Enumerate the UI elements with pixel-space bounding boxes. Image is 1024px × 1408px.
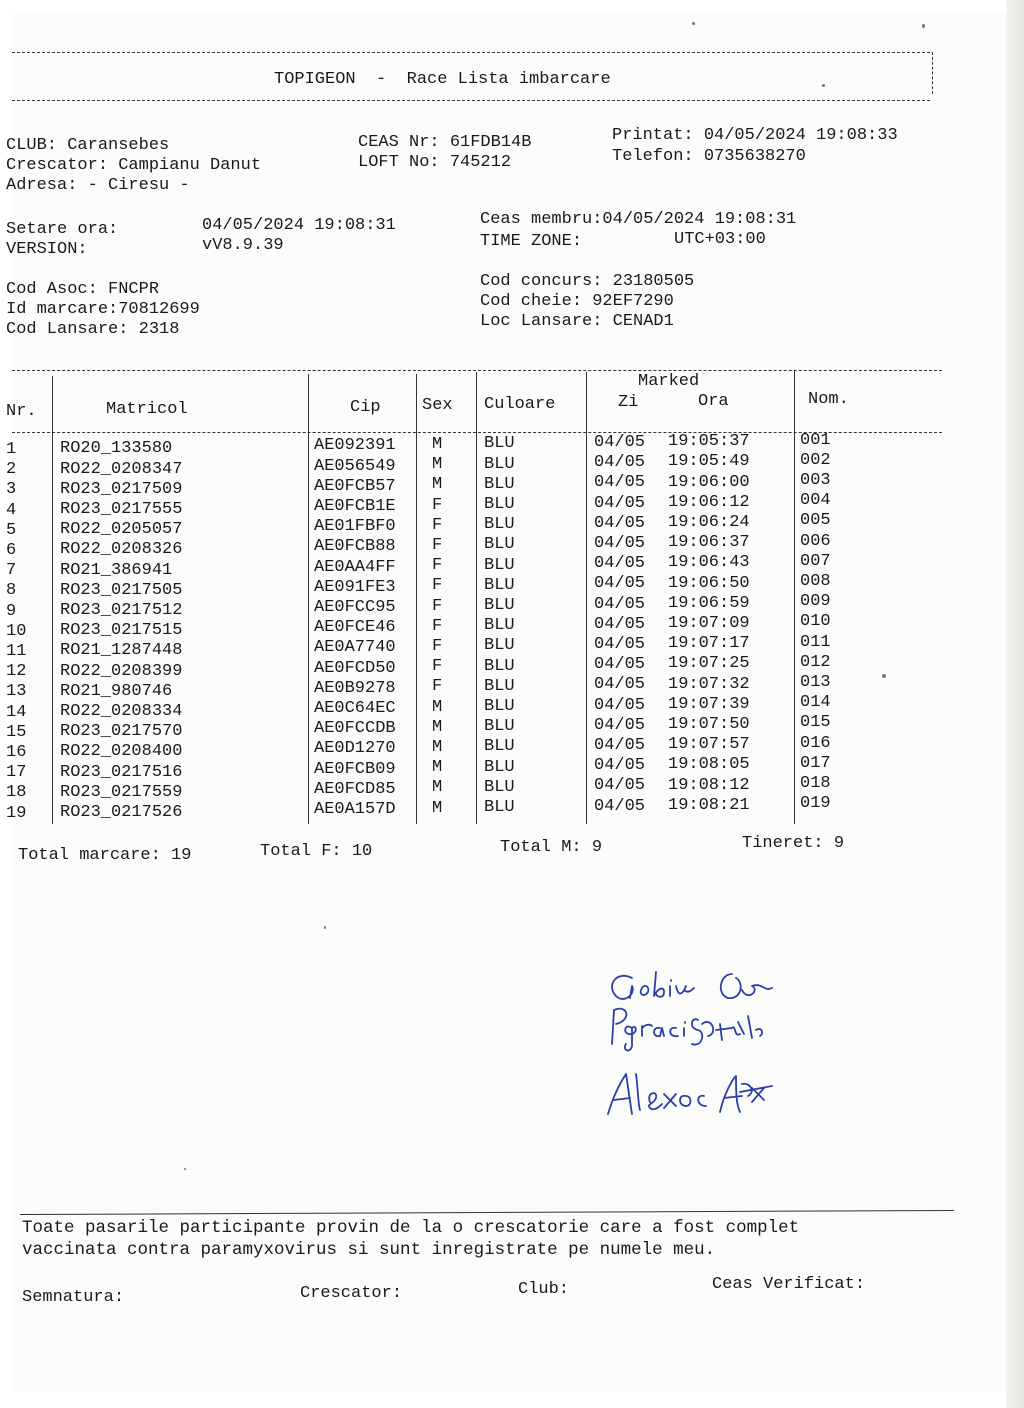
version-value: vV8.9.39 (202, 236, 284, 255)
col-header-nom: Nom. (808, 390, 849, 409)
scan-speck (692, 22, 695, 25)
cell-zi: 04/05 (594, 513, 646, 533)
cod-cheie: Cod cheie: 92EF7290 (480, 292, 674, 311)
cell-nom: 001 (800, 430, 831, 450)
cell-cip: AE0C64EC (314, 698, 396, 718)
cell-ora: 19:07:25 (668, 654, 750, 674)
cell-sex: M (432, 455, 443, 475)
title-box-top (12, 52, 930, 53)
cell-nom: 004 (800, 491, 831, 511)
cell-nr: 16 (6, 743, 27, 763)
scan-speck (324, 926, 326, 929)
cell-nom: 007 (800, 551, 831, 571)
crescator-sign-label: Crescator: (300, 1284, 403, 1303)
cell-sex: F (432, 556, 443, 576)
cell-zi: 04/05 (594, 736, 646, 756)
cell-cip: AE0FCB88 (314, 537, 396, 557)
cod-concurs: Cod concurs: 23180505 (480, 272, 695, 291)
cell-nr: 5 (6, 520, 17, 540)
vaccination-statement-line1: Toate pasarile participante provin de la o crescatorie care a fost complet (22, 1218, 800, 1238)
cell-nr: 15 (6, 722, 27, 742)
cell-sex: F (432, 495, 443, 515)
cell-culoare: BLU (484, 777, 515, 797)
crescator-line: Crescator: Campianu Danut (6, 156, 262, 175)
cell-sex: F (432, 677, 443, 697)
cell-matricol: RO21_1287448 (60, 641, 183, 661)
cell-zi: 04/05 (594, 635, 646, 655)
title-box-bottom (12, 100, 930, 101)
cell-cip: AE0D1270 (314, 739, 396, 759)
adresa-line: Adresa: - Ciresu - (6, 176, 190, 195)
total-marcare: Total marcare: 19 (18, 846, 192, 865)
cell-zi: 04/05 (594, 433, 646, 453)
cell-ora: 19:06:43 (668, 553, 750, 573)
cell-ora: 19:08:21 (668, 795, 750, 815)
cell-matricol: RO20_133580 (60, 439, 173, 459)
cell-nom: 017 (800, 753, 831, 773)
ceas-membru: Ceas membru:04/05/2024 19:08:31 (480, 210, 797, 229)
cell-zi: 04/05 (594, 675, 646, 695)
cell-nom: 003 (800, 470, 831, 490)
col-header-culoare: Culoare (484, 395, 556, 414)
cell-zi: 04/05 (594, 453, 646, 473)
cell-culoare: BLU (484, 515, 515, 535)
cell-culoare: BLU (484, 636, 515, 656)
cell-ora: 19:07:39 (668, 694, 750, 714)
cell-sex: M (432, 434, 443, 454)
cell-ora: 19:07:32 (668, 674, 750, 694)
scan-speck (922, 24, 925, 28)
cell-cip: AE091FE3 (314, 577, 396, 597)
cell-cip: AE0FCC95 (314, 597, 396, 617)
telefon: Telefon: 0735638270 (612, 147, 806, 166)
cell-matricol: RO23_0217555 (60, 500, 183, 520)
cell-ora: 19:07:09 (668, 613, 750, 633)
cell-nr: 6 (6, 541, 17, 561)
cell-zi: 04/05 (594, 695, 646, 715)
cell-nr: 7 (6, 561, 17, 581)
cell-cip: AE0FCB57 (314, 476, 396, 496)
scan-speck (882, 674, 886, 678)
cell-sex: M (432, 758, 443, 778)
cell-culoare: BLU (484, 757, 515, 777)
scan-speck (822, 84, 825, 87)
footer-rule (20, 1210, 954, 1215)
cell-culoare: BLU (484, 717, 515, 737)
cell-ora: 19:08:05 (668, 755, 750, 775)
cell-nr: 9 (6, 601, 17, 621)
cell-cip: AE01FBF0 (314, 517, 396, 537)
cell-nom: 013 (800, 672, 831, 692)
table-header-top (12, 370, 942, 371)
id-marcare: Id marcare:70812699 (6, 300, 200, 319)
cell-ora: 19:06:59 (668, 593, 750, 613)
cell-zi: 04/05 (594, 756, 646, 776)
cell-zi: 04/05 (594, 574, 646, 594)
cell-sex: F (432, 616, 443, 636)
cell-culoare: BLU (484, 474, 515, 494)
cell-nr: 3 (6, 480, 17, 500)
loc-lansare: Loc Lansare: CENAD1 (480, 312, 674, 331)
cell-sex: M (432, 778, 443, 798)
cell-nom: 012 (800, 652, 831, 672)
cell-nom: 002 (800, 450, 831, 470)
cell-matricol: RO23_0217516 (60, 762, 183, 782)
cell-nr: 19 (6, 803, 27, 823)
cell-cip: AE0FCB09 (314, 759, 396, 779)
cell-culoare: BLU (484, 696, 515, 716)
scan-speck (184, 1168, 186, 1170)
total-f: Total F: 10 (260, 842, 373, 861)
cell-sex: F (432, 515, 443, 535)
cell-culoare: BLU (484, 797, 515, 817)
cod-lansare: Cod Lansare: 2318 (6, 320, 180, 339)
total-m: Total M: 9 (500, 838, 603, 857)
cell-cip: AE0B9278 (314, 678, 396, 698)
cell-sex: F (432, 535, 443, 555)
cell-nr: 13 (6, 682, 27, 702)
cell-nr: 14 (6, 702, 27, 722)
cell-culoare: BLU (484, 595, 515, 615)
page-title: TOPIGEON - Race Lista imbarcare (274, 70, 611, 89)
cell-zi: 04/05 (594, 614, 646, 634)
club-line: CLUB: Caransebes (6, 136, 170, 155)
cell-ora: 19:07:57 (668, 735, 750, 755)
cell-sex: M (432, 737, 443, 757)
cell-ora: 19:06:37 (668, 533, 750, 553)
cell-matricol: RO23_0217512 (60, 601, 183, 621)
cell-ora: 19:08:12 (668, 775, 750, 795)
cell-nom: 006 (800, 531, 831, 551)
cell-nom: 009 (800, 592, 831, 612)
cell-ora: 19:07:17 (668, 634, 750, 654)
scan-edge (1006, 0, 1024, 1408)
cell-cip: AE0A7740 (314, 638, 396, 658)
cell-sex: F (432, 576, 443, 596)
col-header-zi: Zi (618, 393, 639, 412)
cell-cip: AE056549 (314, 456, 396, 476)
cell-matricol: RO22_0208400 (60, 742, 183, 762)
ceas-nr: CEAS Nr: 61FDB14B (358, 133, 532, 152)
cell-ora: 19:05:49 (668, 452, 750, 472)
cell-nom: 011 (800, 632, 831, 652)
col-header-sex: Sex (422, 396, 453, 415)
cell-cip: AE092391 (314, 436, 396, 456)
cell-ora: 19:06:00 (668, 472, 750, 492)
loft-no: LOFT No: 745212 (358, 153, 512, 172)
cell-nom: 019 (800, 794, 831, 814)
cell-cip: AE0FCD50 (314, 658, 396, 678)
cell-nom: 008 (800, 571, 831, 591)
document-page (6, 14, 1006, 1392)
cell-zi: 04/05 (594, 715, 646, 735)
cell-zi: 04/05 (594, 473, 646, 493)
cell-zi: 04/05 (594, 534, 646, 554)
cell-nom: 010 (800, 612, 831, 632)
cell-sex: M (432, 798, 443, 818)
cell-matricol: RO21_980746 (60, 681, 173, 701)
cell-nr: 4 (6, 500, 17, 520)
table-row (6, 794, 972, 824)
cell-nom: 005 (800, 511, 831, 531)
cell-culoare: BLU (484, 454, 515, 474)
cell-matricol: RO23_0217509 (60, 479, 183, 499)
cell-sex: M (432, 475, 443, 495)
time-zone-value: UTC+03:00 (674, 230, 766, 249)
col-header-cip: Cip (350, 398, 381, 417)
cell-nr: 17 (6, 763, 27, 783)
title-box-right (932, 52, 933, 94)
ceas-verificat-label: Ceas Verificat: (712, 1275, 866, 1294)
cell-ora: 19:07:50 (668, 714, 750, 734)
cell-nr: 10 (6, 621, 27, 641)
cell-nr: 1 (6, 440, 17, 460)
cell-culoare: BLU (484, 575, 515, 595)
cell-nom: 018 (800, 773, 831, 793)
time-zone-label: TIME ZONE: (480, 232, 583, 251)
cell-nr: 11 (6, 642, 27, 662)
cell-ora: 19:06:12 (668, 492, 750, 512)
vaccination-statement-line2: vaccinata contra paramyxovirus si sunt inregistrate pe numele meu. (22, 1240, 716, 1260)
cell-nr: 12 (6, 662, 27, 682)
cell-culoare: BLU (484, 656, 515, 676)
col-header-ora: Ora (698, 392, 729, 411)
cell-sex: F (432, 636, 443, 656)
cell-ora: 19:06:24 (668, 512, 750, 532)
cell-zi: 04/05 (594, 493, 646, 513)
cell-cip: AE0FCD85 (314, 779, 396, 799)
cell-matricol: RO22_0208347 (60, 459, 183, 479)
cell-matricol: RO22_0208326 (60, 540, 183, 560)
cell-matricol: RO21_386941 (60, 560, 173, 580)
cell-culoare: BLU (484, 555, 515, 575)
col-header-nr: Nr. (6, 402, 37, 421)
col-header-matricol: Matricol (106, 400, 188, 419)
cell-sex: M (432, 697, 443, 717)
cell-sex: M (432, 717, 443, 737)
cell-zi: 04/05 (594, 776, 646, 796)
setare-ora-value: 04/05/2024 19:08:31 (202, 216, 396, 235)
cell-matricol: RO22_0205057 (60, 520, 183, 540)
setare-ora-label: Setare ora: (6, 220, 119, 239)
cell-culoare: BLU (484, 535, 515, 555)
cell-culoare: BLU (484, 434, 515, 454)
version-label: VERSION: (6, 240, 88, 259)
cell-sex: F (432, 657, 443, 677)
cell-nom: 016 (800, 733, 831, 753)
cell-zi: 04/05 (594, 594, 646, 614)
cell-matricol: RO23_0217515 (60, 621, 183, 641)
cell-nom: 015 (800, 713, 831, 733)
cell-matricol: RO23_0217526 (60, 803, 183, 823)
cell-nr: 18 (6, 783, 27, 803)
cell-zi: 04/05 (594, 796, 646, 816)
cell-zi: 04/05 (594, 554, 646, 574)
club-sign-label: Club: (518, 1280, 570, 1299)
cell-culoare: BLU (484, 616, 515, 636)
cell-matricol: RO23_0217570 (60, 722, 183, 742)
cell-matricol: RO22_0208334 (60, 702, 183, 722)
cod-asoc: Cod Asoc: FNCPR (6, 280, 160, 299)
cell-cip: AE0FCE46 (314, 618, 396, 638)
tineret: Tineret: 9 (742, 834, 845, 853)
cell-matricol: RO23_0217559 (60, 782, 183, 802)
cell-cip: AE0AA4FF (314, 557, 396, 577)
cell-cip: AE0A157D (314, 799, 396, 819)
cell-culoare: BLU (484, 494, 515, 514)
cell-ora: 19:06:50 (668, 573, 750, 593)
cell-matricol: RO23_0217505 (60, 580, 183, 600)
cell-sex: F (432, 596, 443, 616)
printat: Printat: 04/05/2024 19:08:33 (612, 126, 898, 145)
cell-cip: AE0FCCDB (314, 719, 396, 739)
cell-zi: 04/05 (594, 655, 646, 675)
cell-nr: 2 (6, 460, 17, 480)
cell-ora: 19:05:37 (668, 432, 750, 452)
cell-culoare: BLU (484, 737, 515, 757)
col-header-marked: Marked (638, 372, 700, 391)
cell-nom: 014 (800, 693, 831, 713)
handwritten-signatures (602, 964, 862, 1144)
cell-matricol: RO22_0208399 (60, 661, 183, 681)
cell-culoare: BLU (484, 676, 515, 696)
cell-nr: 8 (6, 581, 17, 601)
semnatura-label: Semnatura: (22, 1288, 125, 1307)
cell-cip: AE0FCB1E (314, 496, 396, 516)
